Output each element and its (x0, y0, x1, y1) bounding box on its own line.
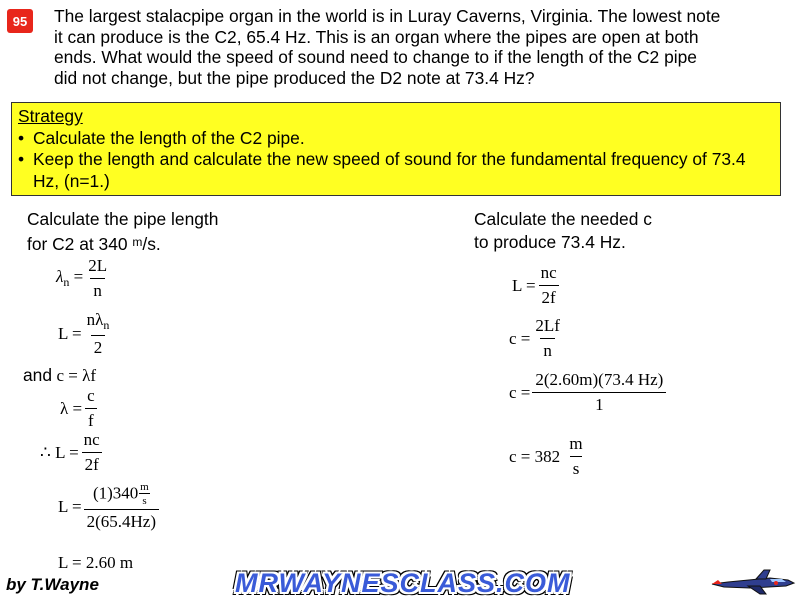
subscript-n: n (103, 318, 110, 332)
equation-lhs: λ = (60, 398, 83, 418)
fraction (85, 256, 110, 301)
equation-lhs (56, 267, 83, 290)
fraction (84, 310, 113, 358)
denominator: n (90, 278, 105, 301)
bullet-dot: • (18, 149, 25, 169)
unit-fraction (566, 434, 585, 479)
fraction (84, 386, 98, 431)
problem-number-badge: 95 (7, 9, 33, 33)
equation-lhs: c = (509, 382, 531, 402)
right-heading-line1: Calculate the needed c (474, 209, 652, 229)
fraction (532, 370, 666, 415)
equation-length-substituted (58, 482, 161, 532)
site-logo: MRWAYNESCLASS.COM (235, 568, 571, 598)
fraction (538, 263, 560, 308)
jet-icon (710, 566, 796, 598)
wave-speed-equation: c = λf (56, 365, 97, 385)
question-line: ends. What would the speed of sound need to change to if the length of the C2 pipe (54, 47, 697, 67)
question-line: The largest stalacpipe organ in the world is in Luray Caverns, Virginia. The lowest note (54, 6, 721, 26)
equation-wavelength (56, 256, 112, 301)
numerator: m (569, 434, 583, 453)
denominator: 1 (532, 392, 666, 415)
numerator-text: nλ (86, 310, 104, 329)
denominator: 2f (539, 285, 559, 308)
author-credit: by T.Wayne (6, 575, 99, 594)
denominator: 2(65.4Hz) (84, 509, 159, 532)
and-text: and (23, 365, 53, 385)
unit-s: /s. (142, 234, 161, 254)
right-heading-line2: to produce 73.4 Hz. (474, 232, 626, 252)
denominator: n (540, 338, 555, 361)
question-line: it can produce is the C2, 65.4 Hz. This is an organ where the pipes are open at both (54, 26, 699, 47)
left-heading (27, 208, 218, 256)
denominator: 2f (82, 452, 102, 475)
equation-lhs: c = (509, 328, 531, 348)
question-line: did not change, but the pipe produced the D2 note at 73.4 Hz? (54, 67, 535, 88)
numerator (84, 310, 113, 335)
unit-den: s (139, 493, 149, 507)
denominator: f (85, 408, 97, 431)
unit-fraction (139, 482, 149, 507)
unit-m: m (132, 235, 143, 249)
numerator: nc (83, 430, 100, 449)
length-result: L = 2.60 m (58, 553, 134, 572)
strategy-title: Strategy (18, 106, 83, 126)
fraction (81, 430, 103, 475)
equation-lhs: c = 382 (509, 446, 561, 466)
strategy-bullet-text: Calculate the length of the C2 pipe. (33, 127, 305, 148)
strategy-bullet (18, 128, 774, 150)
denominator: s (570, 456, 583, 479)
bullet-dot: • (18, 127, 25, 148)
equation-therefore-length (40, 430, 105, 475)
unit-num: m (140, 481, 149, 493)
equation-lambda (60, 386, 100, 431)
equation-speed-substituted (509, 370, 668, 415)
equation-speed (509, 316, 565, 361)
equals-sign: = (73, 267, 84, 286)
numerator: 2Lf (535, 316, 560, 335)
right-heading (474, 208, 652, 254)
equation-lhs: L = (58, 497, 82, 516)
left-heading-line2 (27, 231, 218, 256)
numerator: nc (540, 263, 557, 282)
equation-lhs: L = (512, 275, 536, 295)
equation-length-right (512, 263, 562, 308)
strategy-box (11, 102, 781, 196)
strategy-bullet (18, 149, 774, 192)
denominator: 2 (91, 335, 106, 358)
left-heading-line1: Calculate the pipe length (27, 209, 219, 229)
question-text (54, 6, 792, 88)
numerator: 2L (88, 256, 108, 275)
numerator: 2(2.60m)(73.4 Hz) (535, 370, 664, 389)
left-heading-text: for C2 at 340 (27, 234, 128, 254)
and-relation (23, 364, 96, 387)
numerator (90, 482, 153, 509)
fraction (84, 482, 159, 532)
fraction (532, 316, 563, 361)
numerator-text: (1)340 (92, 483, 139, 503)
speed-result (509, 434, 588, 479)
equation-length (58, 310, 114, 358)
lambda-symbol: λ (56, 267, 64, 286)
numerator: c (87, 386, 95, 405)
equation-lhs: ∴ L = (40, 442, 79, 462)
equation-lhs: L = (58, 324, 82, 343)
subscript-n: n (63, 275, 70, 289)
strategy-bullet-text: Keep the length and calculate the new speed of sound for the fundamental frequency of 73.4 Hz, (n=1.) (33, 149, 746, 191)
